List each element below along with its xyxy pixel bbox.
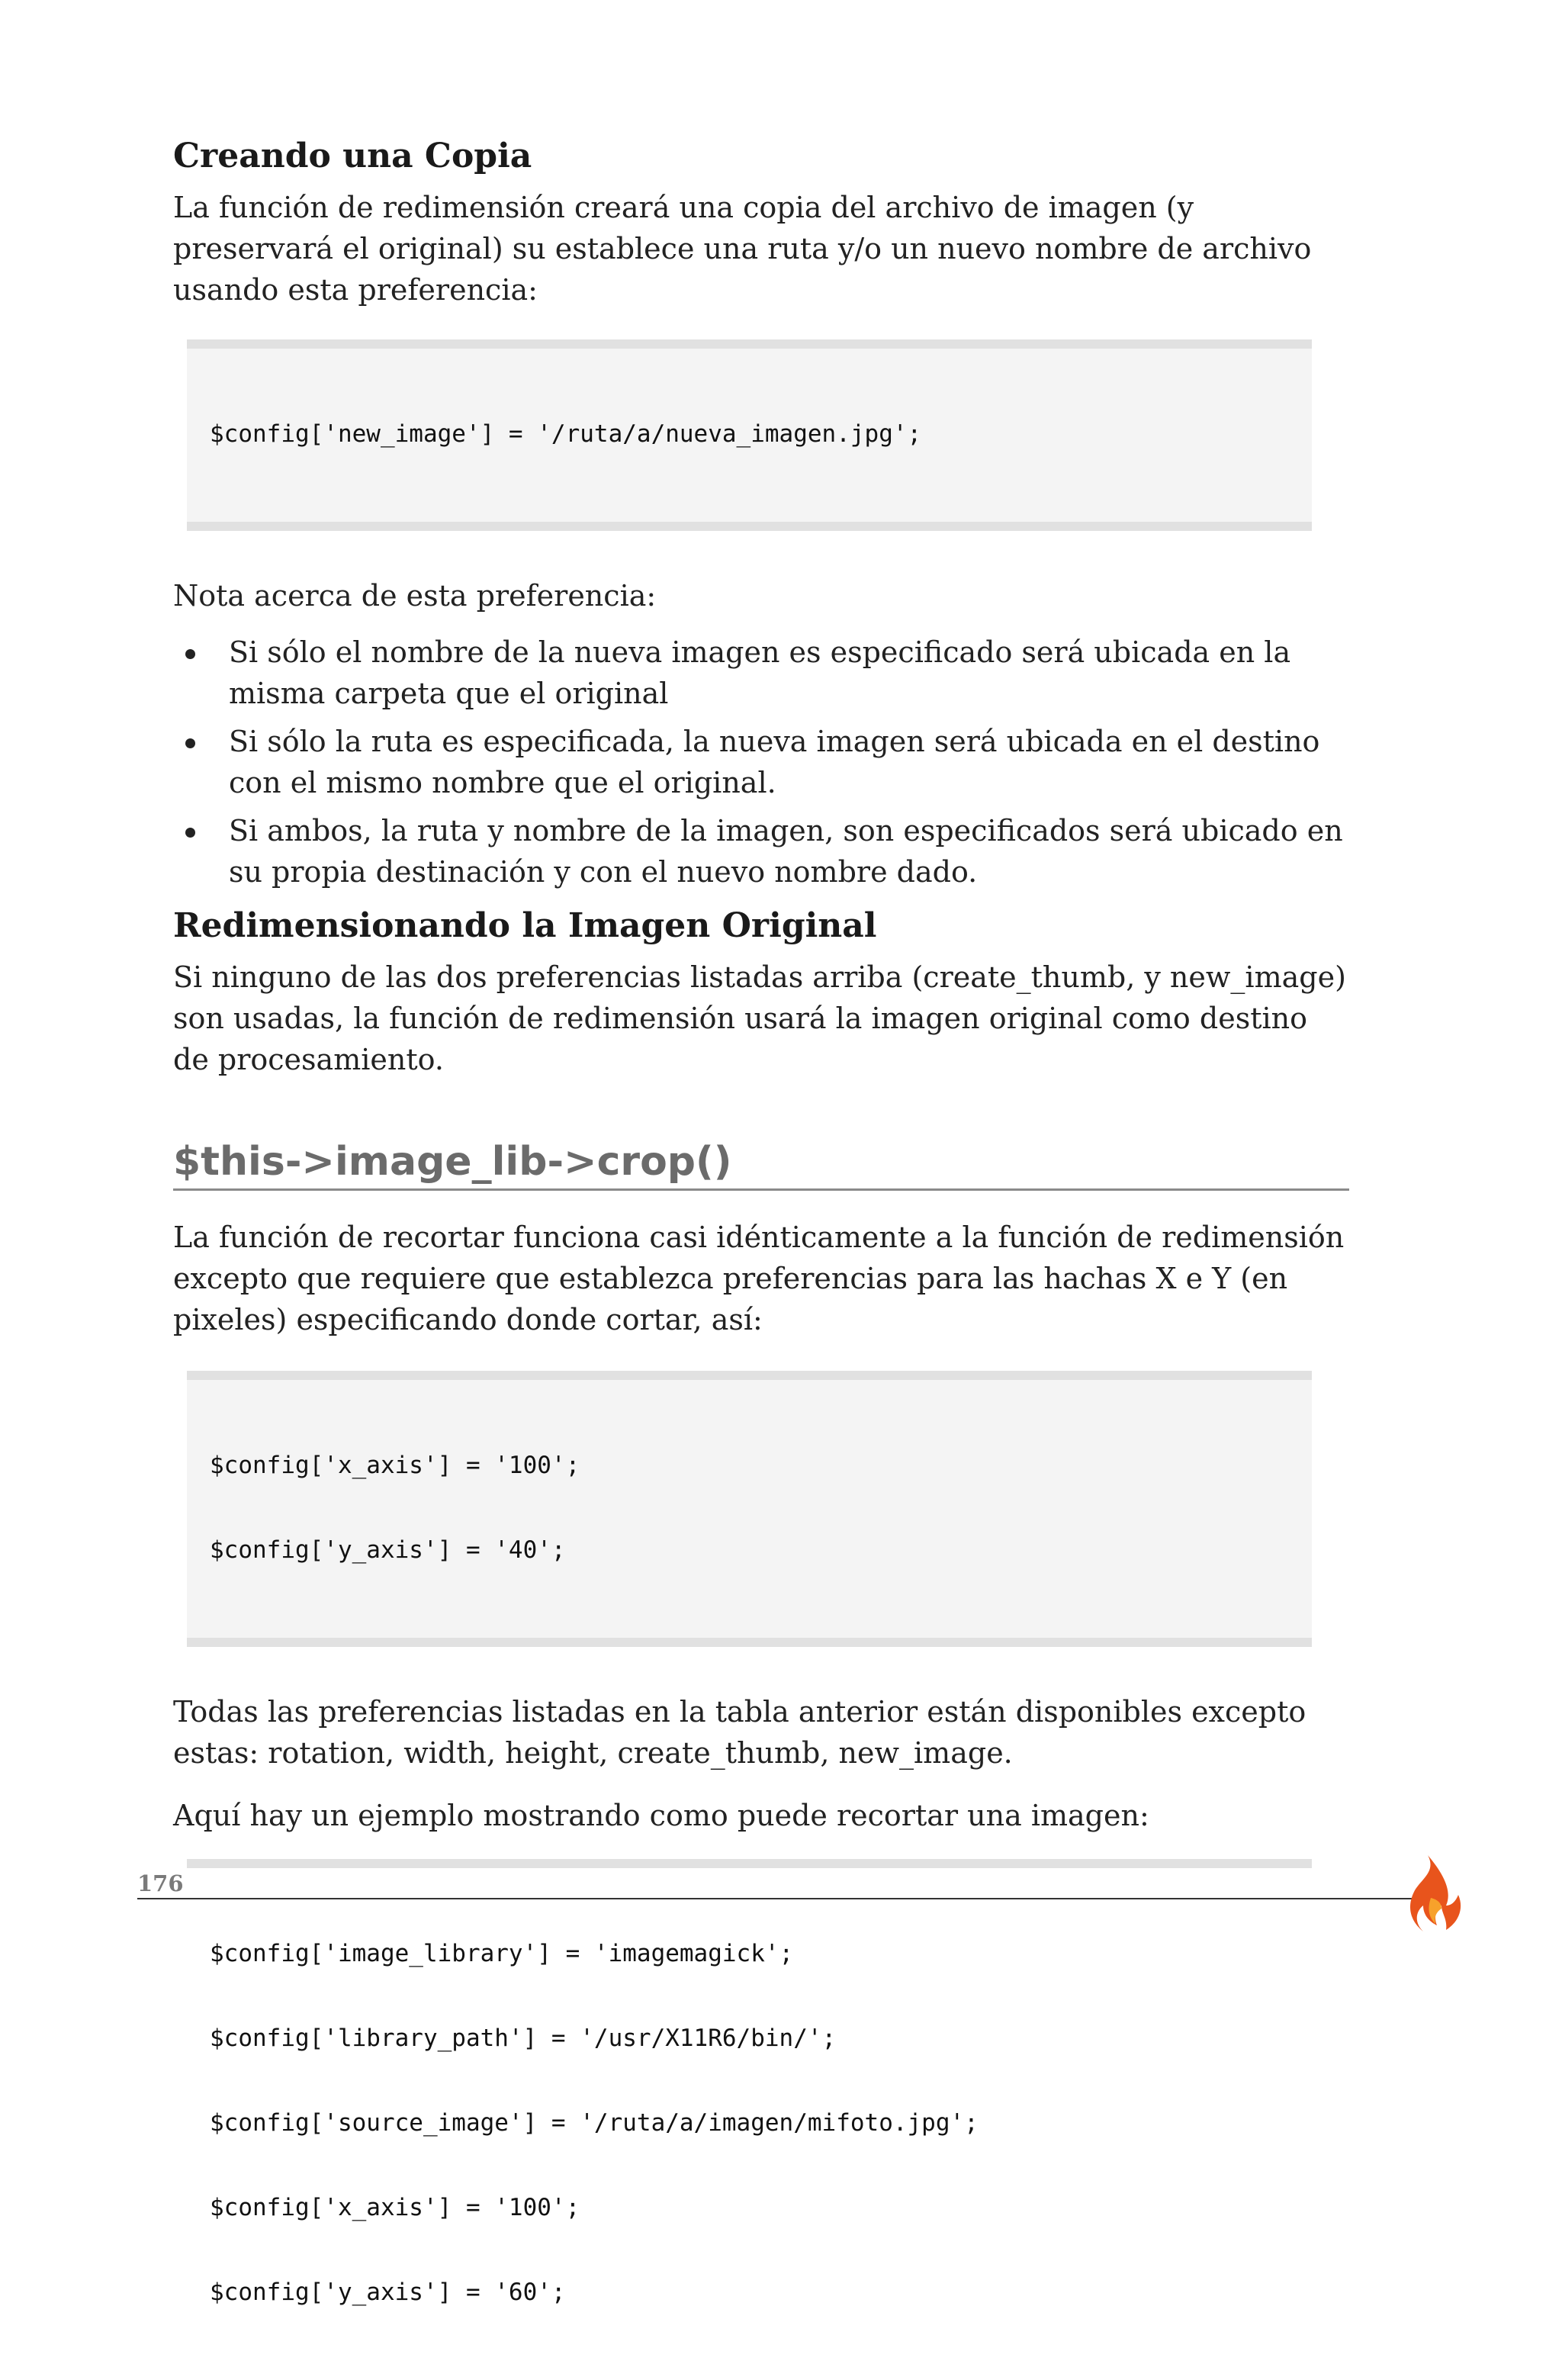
code-line: $config['x_axis'] = '100';: [210, 1452, 580, 1479]
bullet-icon: [185, 828, 195, 838]
code-block-new-image: [187, 339, 1312, 531]
code-block-crop-example: [187, 1859, 1312, 2380]
page-number: 176: [137, 1870, 184, 1896]
bullet-icon: [185, 738, 195, 748]
code-line: $config['new_image'] = '/ruta/a/nueva_imagen.jpg';: [210, 420, 922, 448]
section-heading-creando-copia: Creando una Copia: [173, 137, 532, 175]
bullet-text: Si sólo el nombre de la nueva imagen es especificado será ubicada en la misma carpeta que el original: [229, 635, 1291, 710]
codeigniter-flame-icon: [1397, 1852, 1464, 1936]
bullet-item: [173, 632, 1348, 714]
function-heading-crop: $this->image_lib->crop(): [173, 1137, 1349, 1191]
code-line: $config['x_axis'] = '100';: [210, 2194, 580, 2221]
bullet-icon: [185, 649, 195, 659]
code-line: $config['y_axis'] = '40';: [210, 1536, 566, 1564]
bullet-item: [173, 810, 1348, 892]
code-line: $config['y_axis'] = '60';: [210, 2279, 566, 2306]
paragraph-ejemplo: Aquí hay un ejemplo mostrando como puede recortar una imagen:: [173, 1799, 1149, 1832]
bullet-item: [173, 721, 1348, 803]
page-content: [173, 133, 1348, 2380]
note-bullet-list: [173, 632, 1348, 892]
code-line: $config['library_path'] = '/usr/X11R6/bin/';: [210, 2025, 837, 2052]
code-line: $config['image_library'] = 'imagemagick';: [210, 1940, 794, 1967]
paragraph-preferencias: Todas las preferencias listadas en la tabla anterior están disponibles excepto estas: rotation, width, height, create_thumb, new_image.: [173, 1695, 1306, 1770]
code-block-axis: [187, 1371, 1312, 1647]
paragraph-redimensionando: Si ninguno de las dos preferencias listadas arriba (create_thumb, y new_image) son usadas, la función de redimensión usará la imagen original como destino de procesamiento.: [173, 960, 1346, 1076]
paragraph-creando-copia: La función de redimensión creará una copia del archivo de imagen (y preservará el original) su establece una ruta y/o un nuevo nombre de archivo usando esta preferencia:: [173, 191, 1312, 307]
footer-rule: [137, 1898, 1419, 1899]
section-heading-redimensionando: Redimensionando la Imagen Original: [173, 906, 877, 945]
bullet-text: Si sólo la ruta es especificada, la nueva imagen será ubicada en el destino con el mismo nombre que el original.: [229, 725, 1320, 799]
note-paragraph: Nota acerca de esta preferencia:: [173, 579, 657, 613]
bullet-text: Si ambos, la ruta y nombre de la imagen, son especificados será ubicado en su propia destinación y con el nuevo nombre dado.: [229, 814, 1343, 889]
paragraph-crop: La función de recortar funciona casi idénticamente a la función de redimensión excepto que requiere que establezca preferencias para las hachas X e Y (en pixeles) especificando donde cortar, así:: [173, 1221, 1345, 1336]
code-line: $config['source_image'] = '/ruta/a/imagen/mifoto.jpg';: [210, 2109, 979, 2137]
